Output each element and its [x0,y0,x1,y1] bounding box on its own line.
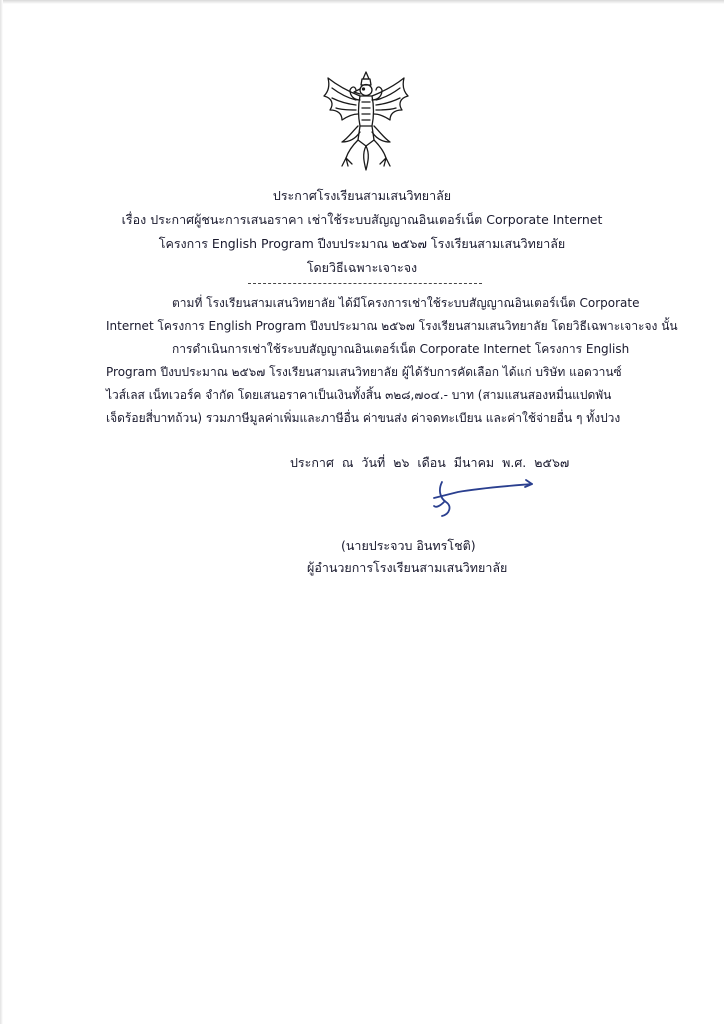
handwritten-signature [420,472,540,520]
paragraph-1-line-2: Internet โครงการ English Program ปีงบประมาณ ๒๕๖๗ โรงเรียนสามเสนวิทยาลัย โดยวิธีเฉพาะเจาะจง นั้น [106,319,678,333]
paragraph-1-line-1: ตามที่ โรงเรียนสามเสนวิทยาลัย ได้มีโครงการเช่าใช้ระบบสัญญาณอินเตอร์เน็ต Corporate [172,296,640,310]
paragraph-2-line-1: การดำเนินการเช่าใช้ระบบสัญญาณอินเตอร์เน็ต Corporate Internet โครงการ English [172,342,630,356]
announcement-project: โครงการ English Program ปีงบประมาณ ๒๕๖๗ โรงเรียนสามเสนวิทยาลัย [158,236,566,251]
announcement-subject: เรื่อง ประกาศผู้ชนะการเสนอราคา เช่าใช้ระบบสัญญาณอินเตอร์เน็ต Corporate Internet [121,212,603,227]
divider-line [248,283,482,284]
signer-name: (นายประจวบ อินทรโชติ) [341,538,476,553]
scan-edge [0,0,724,4]
paragraph-2-line-4: เจ็ดร้อยสี่บาทถ้วน) รวมภาษีมูลค่าเพิ่มและภาษีอื่น ค่าขนส่ง ค่าจดทะเบียน และค่าใช้จ่ายอื่น ๆ ทั้งปวง [106,411,621,425]
paragraph-2-line-3: ไวส์เลส เน็ทเวอร์ค จำกัด โดยเสนอราคาเป็นเงินทั้งสิ้น ๓๒๘,๗๐๔.- บาท (สามแสนสองหมื่นแปดพัน [106,388,612,402]
announcement-title: ประกาศโรงเรียนสามเสนวิทยาลัย [272,188,452,203]
signer-title: ผู้อำนวยการโรงเรียนสามเสนวิทยาลัย [307,560,508,575]
procurement-method: โดยวิธีเฉพาะเจาะจง [306,260,418,275]
garuda-emblem-icon [322,70,410,172]
scan-edge-left [0,0,3,1024]
paragraph-2-line-2: Program ปีงบประมาณ ๒๕๖๗ โรงเรียนสามเสนวิทยาลัย ผู้ได้รับการคัดเลือก ได้แก่ บริษัท แอดวานซ์ [106,365,622,379]
announcement-date: ประกาศ ณ วันที่ ๒๖ เดือน มีนาคม พ.ศ. ๒๕๖๗ [290,455,570,470]
